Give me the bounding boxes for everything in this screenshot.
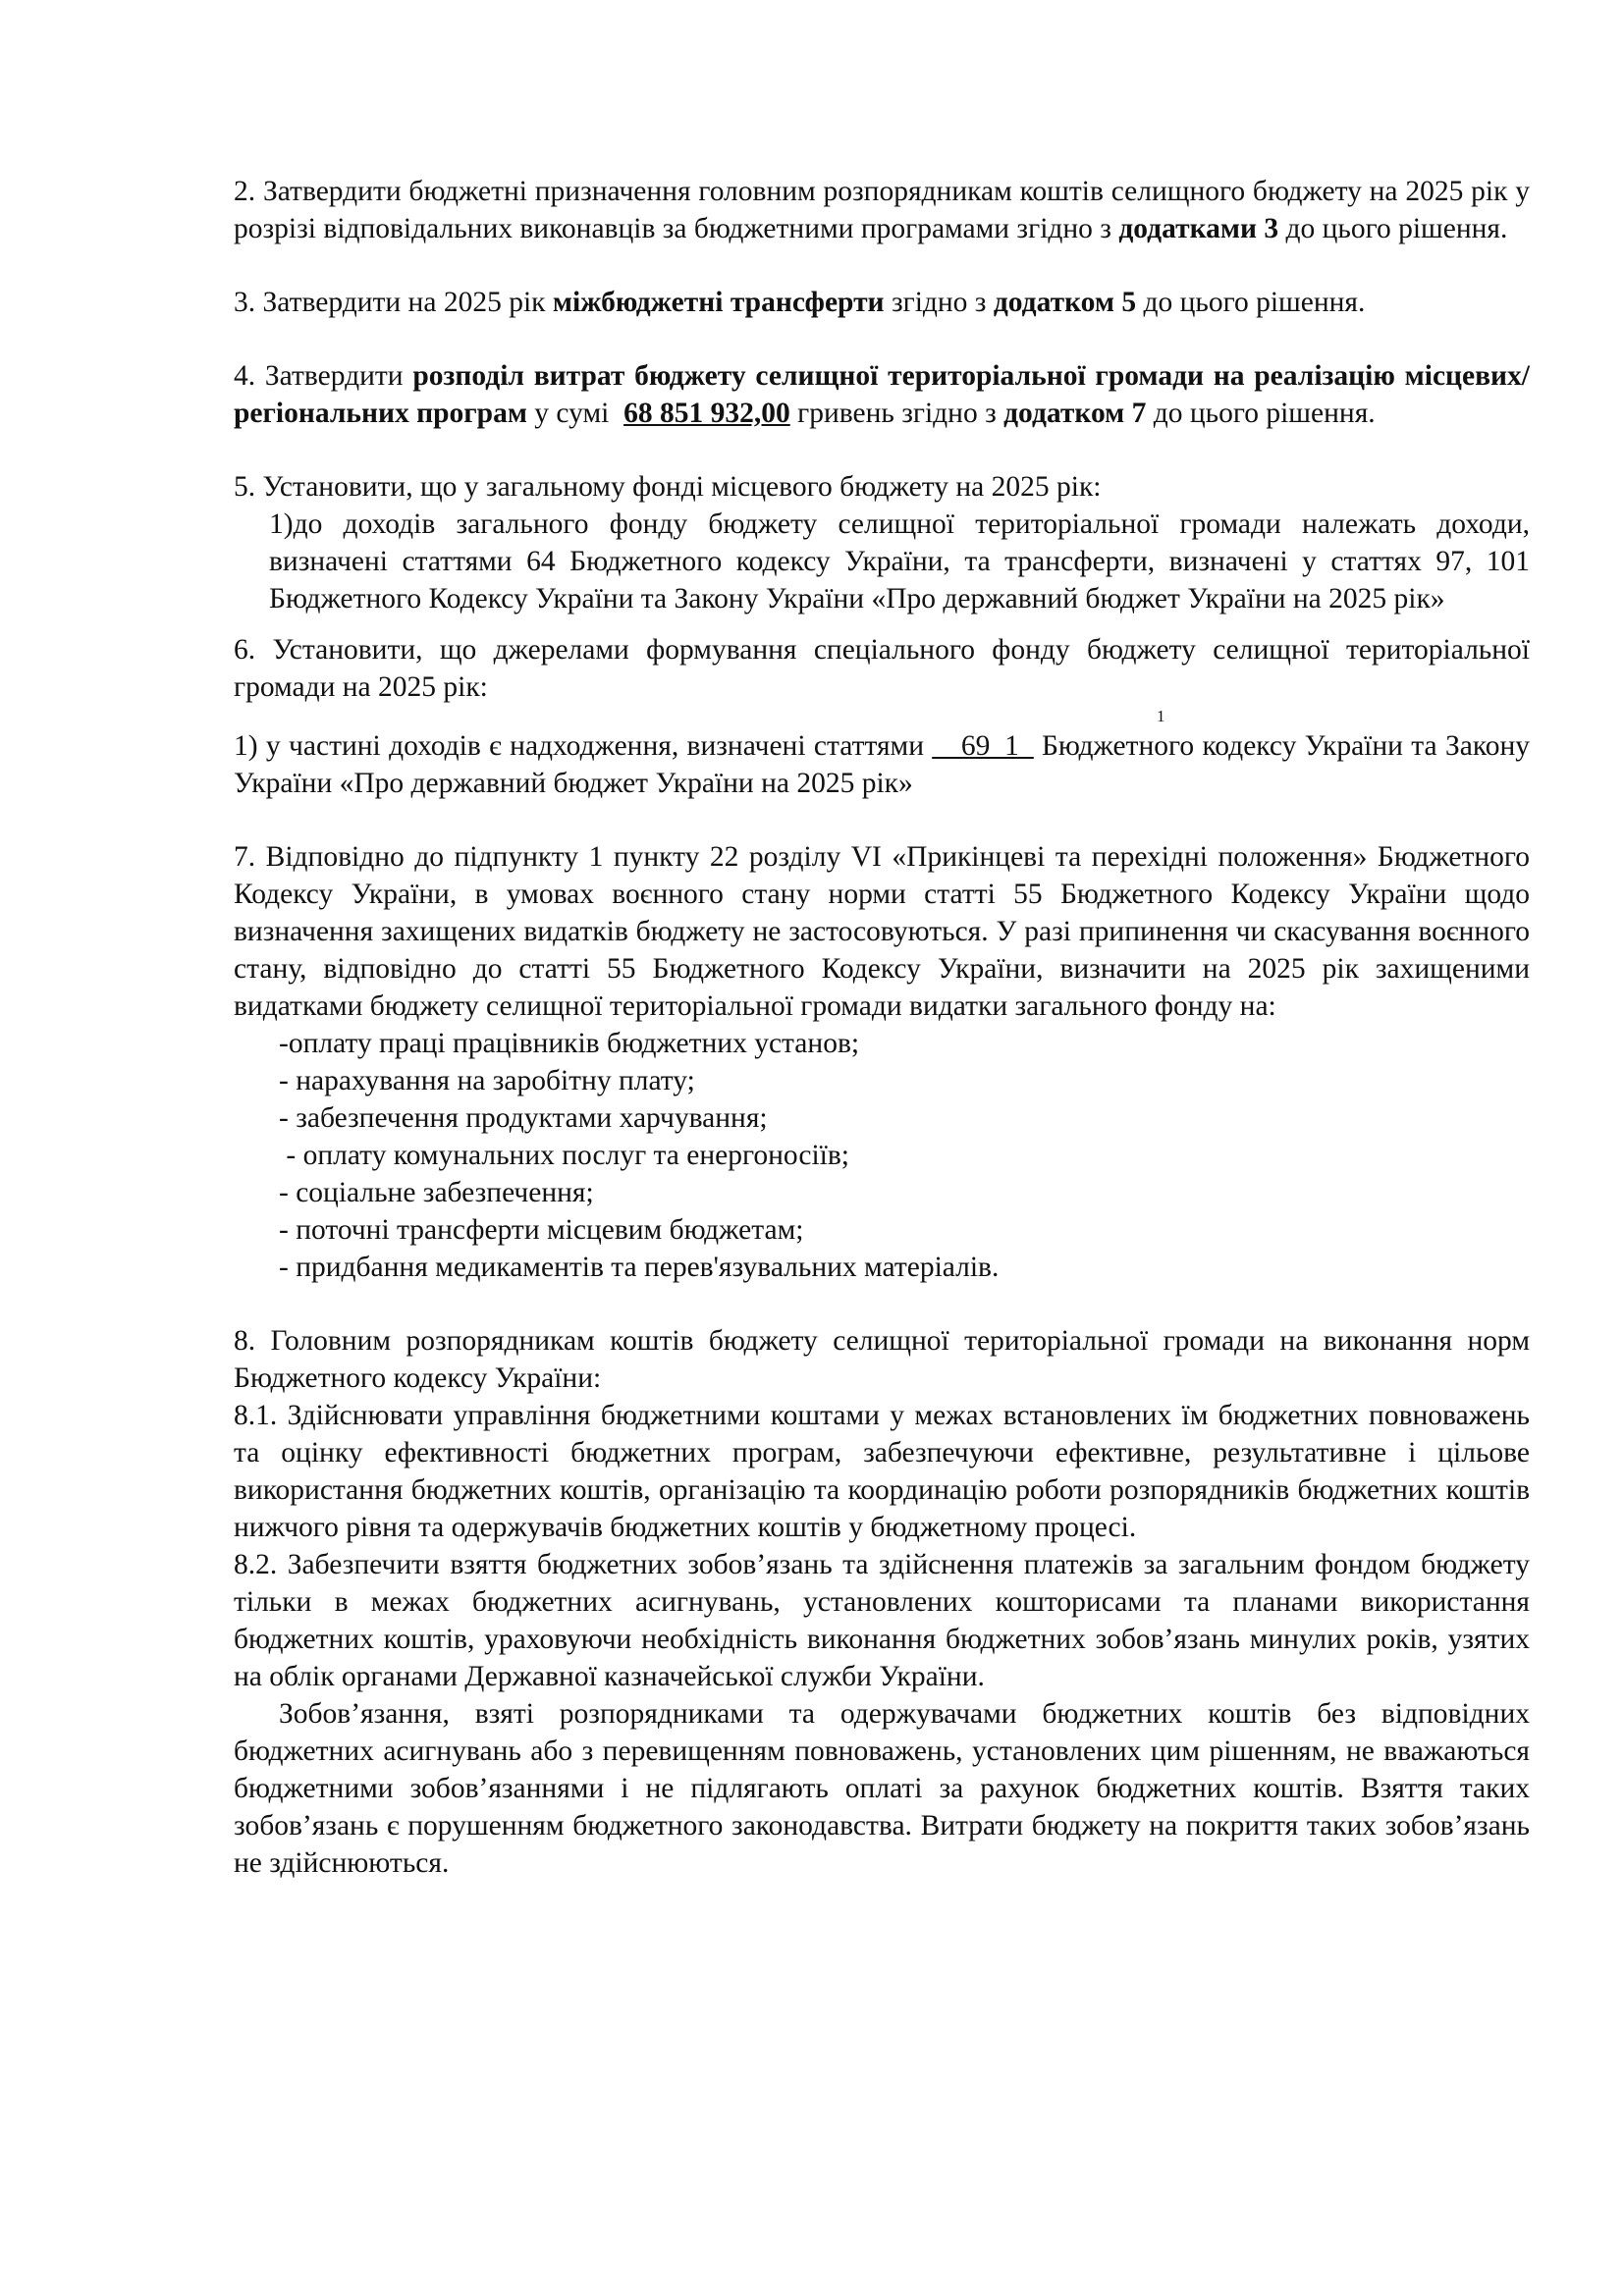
list-item: -оплату праці працівників бюджетних установ;: [279, 1028, 860, 1059]
paragraph-7: 7. Відповідно до підпункту 1 пункту 22 розділу VI «Прикінцеві та перехідні положення» Бюджетного Кодексу України, в умовах воєнного стану норми статті 55 Бюджетного Кодексу України щодо визначення захищених видатків бюджету не застосовуються. У разі припинення чи скасування воєнного стану, відповідно до статті 55 Бюджетного Кодексу України, визначити на 2025 рік захищеними видатками бюджету селищної територіальної громади видатки загального фонду на:: [234, 841, 1530, 1022]
amount-value: 68 851 932,00: [623, 398, 790, 429]
paragraph-5-item-1: 1)до доходів загального фонду бюджету селищної територіальної громади належать доходи, визначені статтями 64 Бюджетного кодексу України, та трансферти, визначені у статтях 97, 101 Бюджетного Кодексу України та Закону України «Про державний бюджет України на 2025 рік»: [269, 508, 1530, 614]
bold-annex-7: додатком 7: [1003, 398, 1147, 429]
bold-expense-distribution: розподіл витрат бюджету селищної територіальної громади на реалізацію місцевих/регіональних програм: [234, 360, 1530, 429]
paragraph-8-title: 8. Головним розпорядникам коштів бюджету селищної територіальної громади на виконання норм Бюджетного кодексу України:: [234, 1325, 1530, 1394]
bold-annex-3: додатками 3: [1118, 213, 1279, 244]
superscript-1: 1: [1157, 707, 1165, 725]
list-item: - соціальне забезпечення;: [279, 1177, 594, 1208]
protected-expenses-list: [234, 1025, 1530, 1286]
paragraph-2: 2. Затвердити бюджетні призначення головним розпорядникам коштів селищного бюджету на 2025 рік у розрізі відповідальних виконавців за бюджетними програмами згідно з додатками 3 до цього рішення.: [234, 176, 1530, 244]
paragraph-6-title: 6. Установити, що джерелами формування спеціального фонду бюджету селищної територіальної громади на 2025 рік:: [234, 634, 1530, 703]
document-page: [234, 173, 1530, 1882]
article-number-blank: __69_1_: [932, 730, 1034, 762]
footnote-superscript-line: [234, 706, 1530, 727]
list-item: - нарахування на заробітну плату;: [279, 1065, 695, 1096]
list-item: - придбання медикаментів та перев'язувальних матеріалів.: [279, 1252, 1000, 1283]
bold-annex-5: додатком 5: [993, 287, 1137, 318]
paragraph-6-item-1: 1) у частині доходів є надходження, визначені статтями __69_1_ Бюджетного кодексу України та Закону України «Про державний бюджет України на 2025 рік»: [234, 727, 1530, 802]
list-item: - забезпечення продуктами харчування;: [279, 1102, 768, 1134]
list-item: - оплату комунальних послуг та енергоносіїв;: [279, 1140, 849, 1171]
paragraph-4: 4. Затвердити розподіл витрат бюджету селищної територіальної громади на реалізацію місцевих/регіональних програм у сумі 68 851 932,00 гривень згідно з додатком 7 до цього рішення.: [234, 360, 1530, 429]
list-item: - поточні трансферти місцевим бюджетам;: [279, 1214, 804, 1246]
paragraph-3: 3. Затвердити на 2025 рік міжбюджетні трансферти згідно з додатком 5 до цього рішення.: [234, 287, 1366, 318]
paragraph-8-2-continuation: Зобов’язання, взяті розпорядниками та одержувачами бюджетних коштів без відповідних бюджетних асигнувань або з перевищенням повноважень, установлених цим рішенням, не вважаються бюджетними зобов’язаннями і не підлягають оплаті за рахунок бюджетних коштів. Взяття таких зобов’язань є порушенням бюджетного законодавства. Витрати бюджету на покриття таких зобов’язань не здійснюються.: [234, 1698, 1530, 1879]
paragraph-8-2: 8.2. Забезпечити взяття бюджетних зобов’язань та здійснення платежів за загальним фондом бюджету тільки в межах бюджетних асигнувань, установлених кошторисами та планами використання бюджетних коштів, ураховуючи необхідність виконання бюджетних зобов’язань минулих років, узятих на облік органами Державної казначейської служби України.: [234, 1549, 1530, 1692]
bold-transfers: міжбюджетні трансферти: [552, 287, 885, 318]
paragraph-5-title: 5. Установити, що у загальному фонді місцевого бюджету на 2025 рік:: [234, 471, 1102, 503]
paragraph-8-1: 8.1. Здійснювати управління бюджетними коштами у межах встановлених їм бюджетних повноважень та оцінку ефективності бюджетних програм, забезпечуючи ефективне, результативне і цільове використання бюджетних коштів, організацію та координацію роботи розпорядників бюджетних коштів нижчого рівня та одержувачів бюджетних коштів у бюджетному процесі.: [234, 1400, 1530, 1543]
